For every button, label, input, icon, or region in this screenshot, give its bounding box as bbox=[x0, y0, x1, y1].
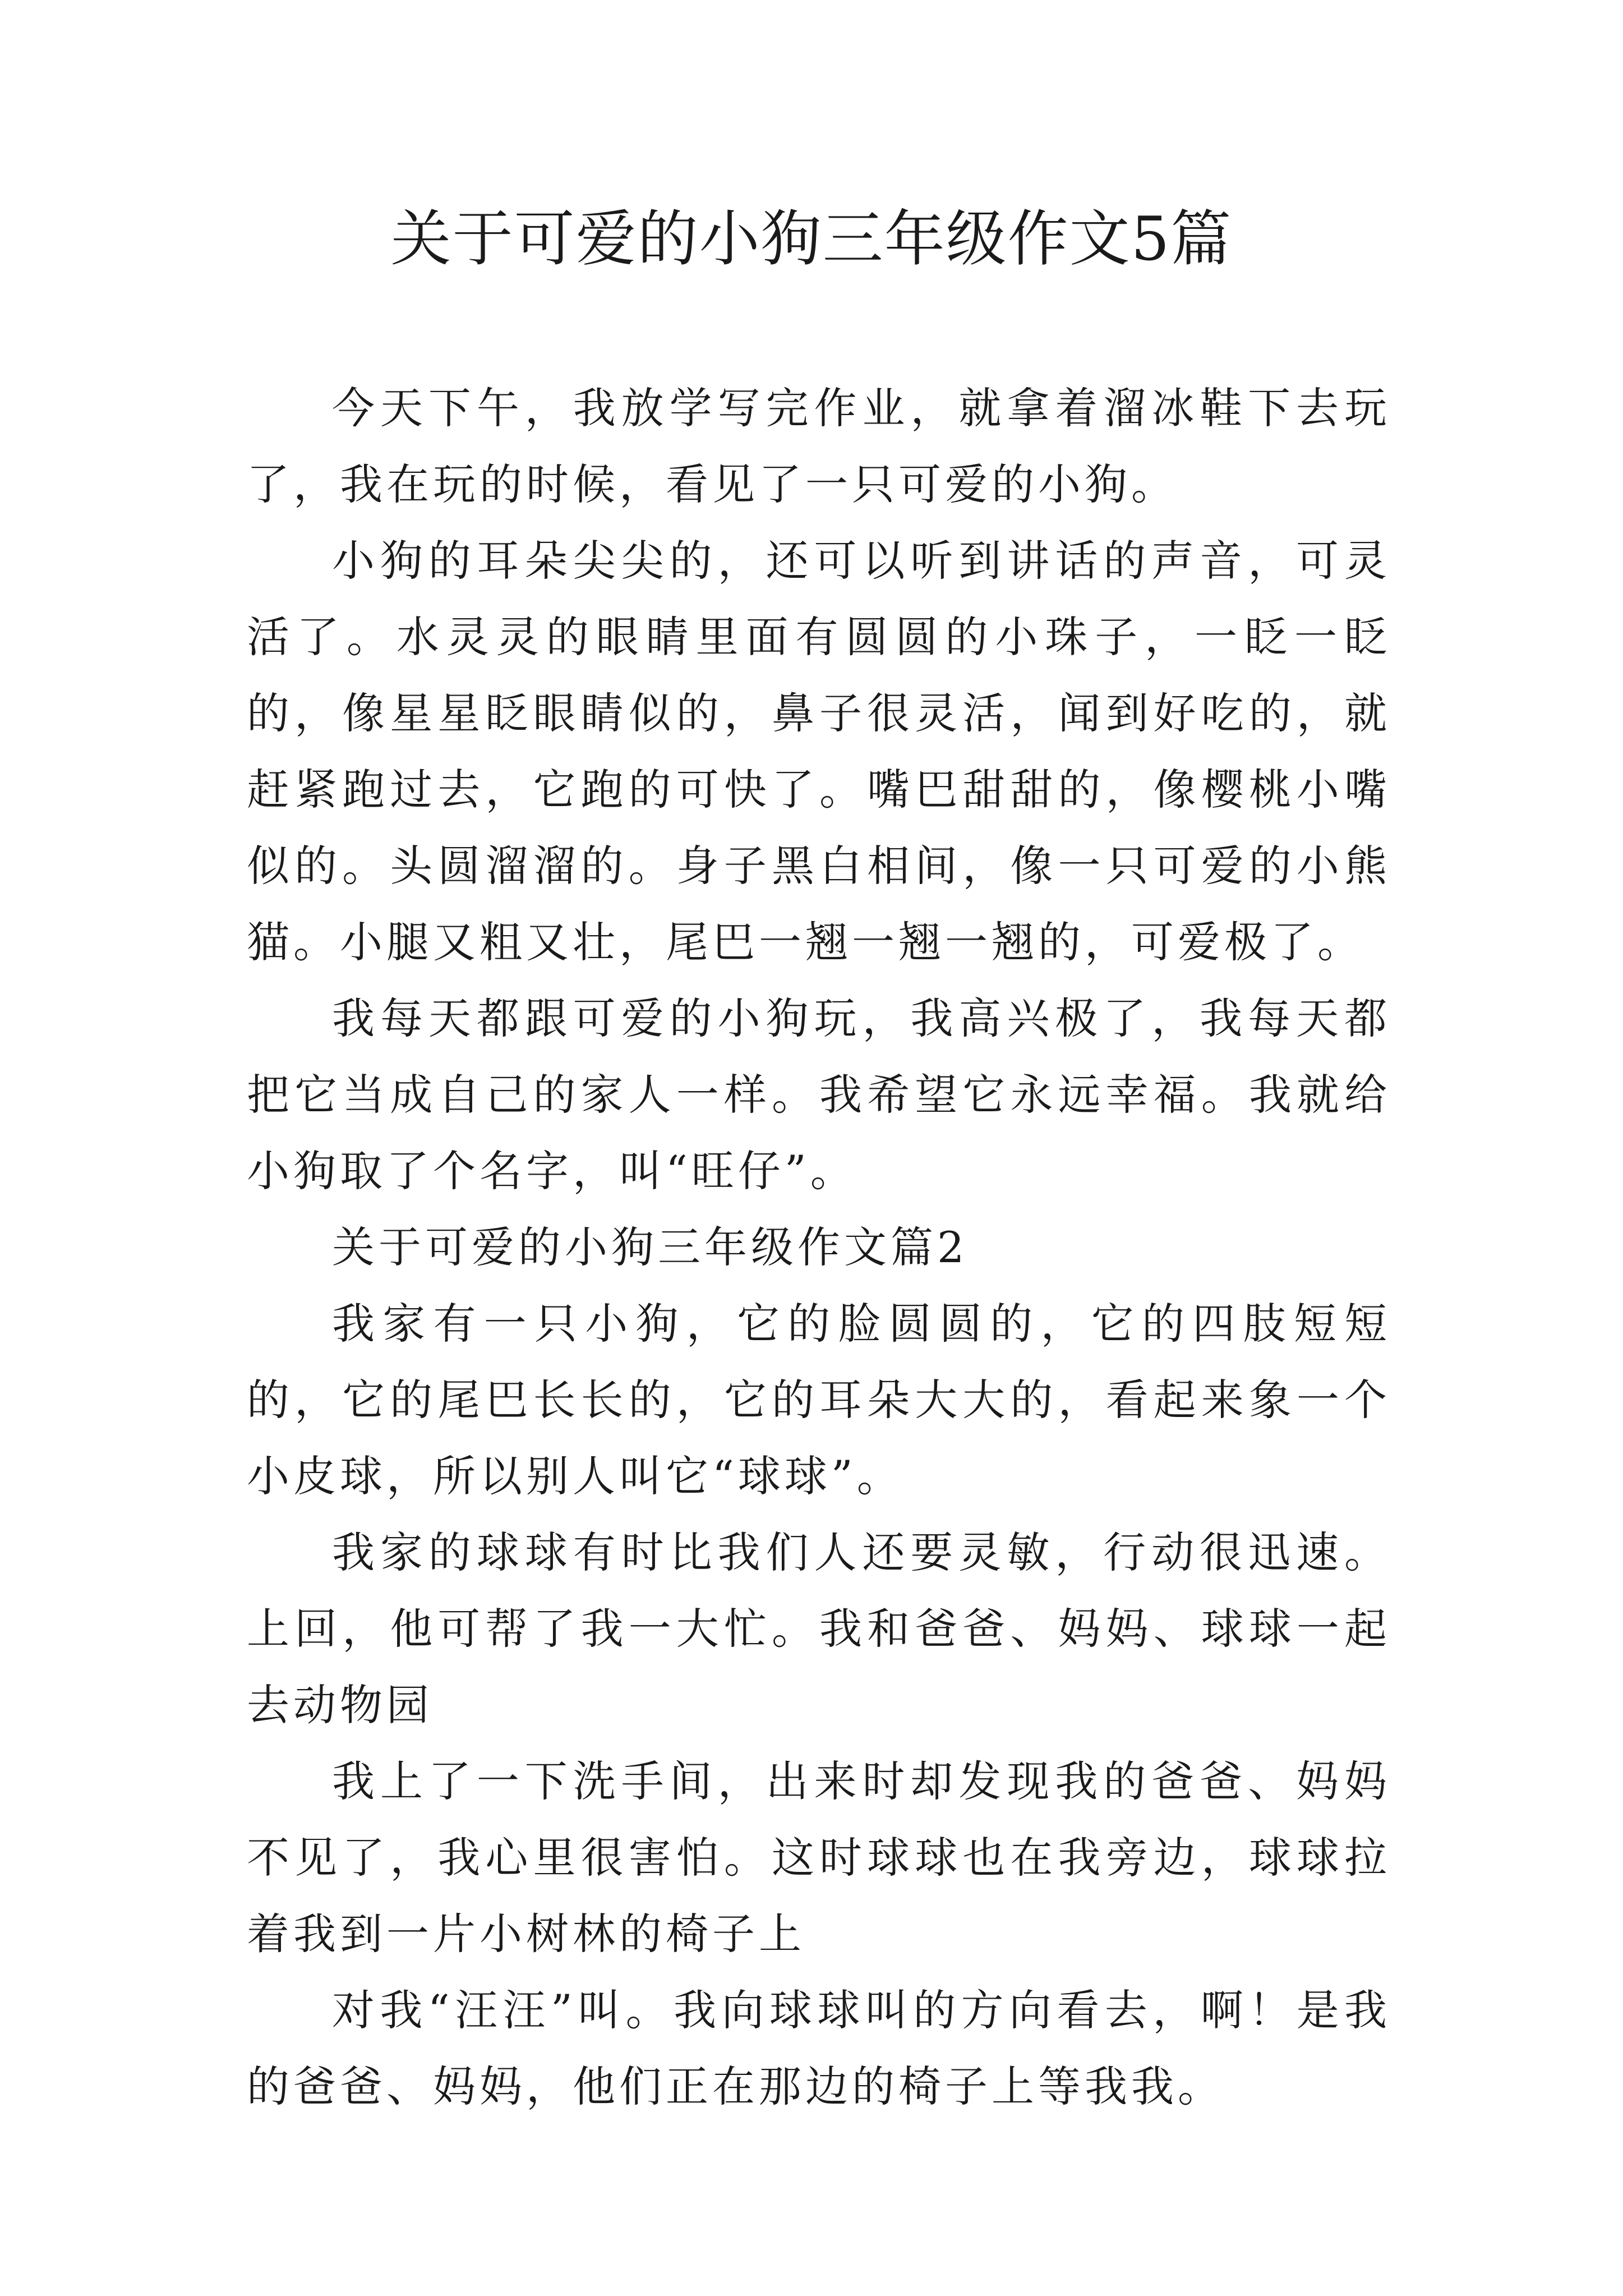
document-title: 关于可爱的小狗三年级作文5篇 bbox=[390, 204, 1233, 274]
document-body bbox=[247, 370, 1391, 2125]
paragraph: 我上了一下洗手间，出来时却发现我的爸爸、妈妈不见了，我心里很害怕。这时球球也在我旁边，球球拉着我到一片小树林的椅子上 bbox=[247, 1756, 1391, 1959]
paragraph: 今天下午，我放学写完作业，就拿着溜冰鞋下去玩了，我在玩的时候，看见了一只可爱的小狗。 bbox=[247, 383, 1391, 509]
paragraph: 我家有一只小狗，它的脸圆圆的，它的四肢短短的，它的尾巴长长的，它的耳朵大大的，看起来象一个小皮球，所以别人叫它“球球”。 bbox=[247, 1299, 1391, 1501]
paragraph: 对我“汪汪”叫。我向球球叫的方向看去，啊！是我的爸爸、妈妈，他们正在那边的椅子上等我我。 bbox=[247, 1985, 1391, 2111]
paragraph: 小狗的耳朵尖尖的，还可以听到讲话的声音，可灵活了。水灵灵的眼睛里面有圆圆的小珠子，一眨一眨的，像星星眨眼睛似的，鼻子很灵活，闻到好吃的，就赶紧跑过去，它跑的可快了。嘴巴甜甜的，像樱桃小嘴似的。头圆溜溜的。身子黑白相间，像一只可爱的小熊猫。小腿又粗又壮，尾巴一翘一翘一翘的，可爱极了。 bbox=[247, 536, 1391, 967]
section-heading: 关于可爱的小狗三年级作文篇2 bbox=[332, 1222, 969, 1272]
paragraph: 我家的球球有时比我们人还要灵敏，行动很迅速。上回，他可帮了我一大忙。我和爸爸、妈妈、球球一起去动物园 bbox=[247, 1527, 1391, 1730]
paragraph: 我每天都跟可爱的小狗玩，我高兴极了，我每天都把它当成自己的家人一样。我希望它永远幸福。我就给小狗取了个名字，叫“旺仔”。 bbox=[247, 993, 1391, 1196]
